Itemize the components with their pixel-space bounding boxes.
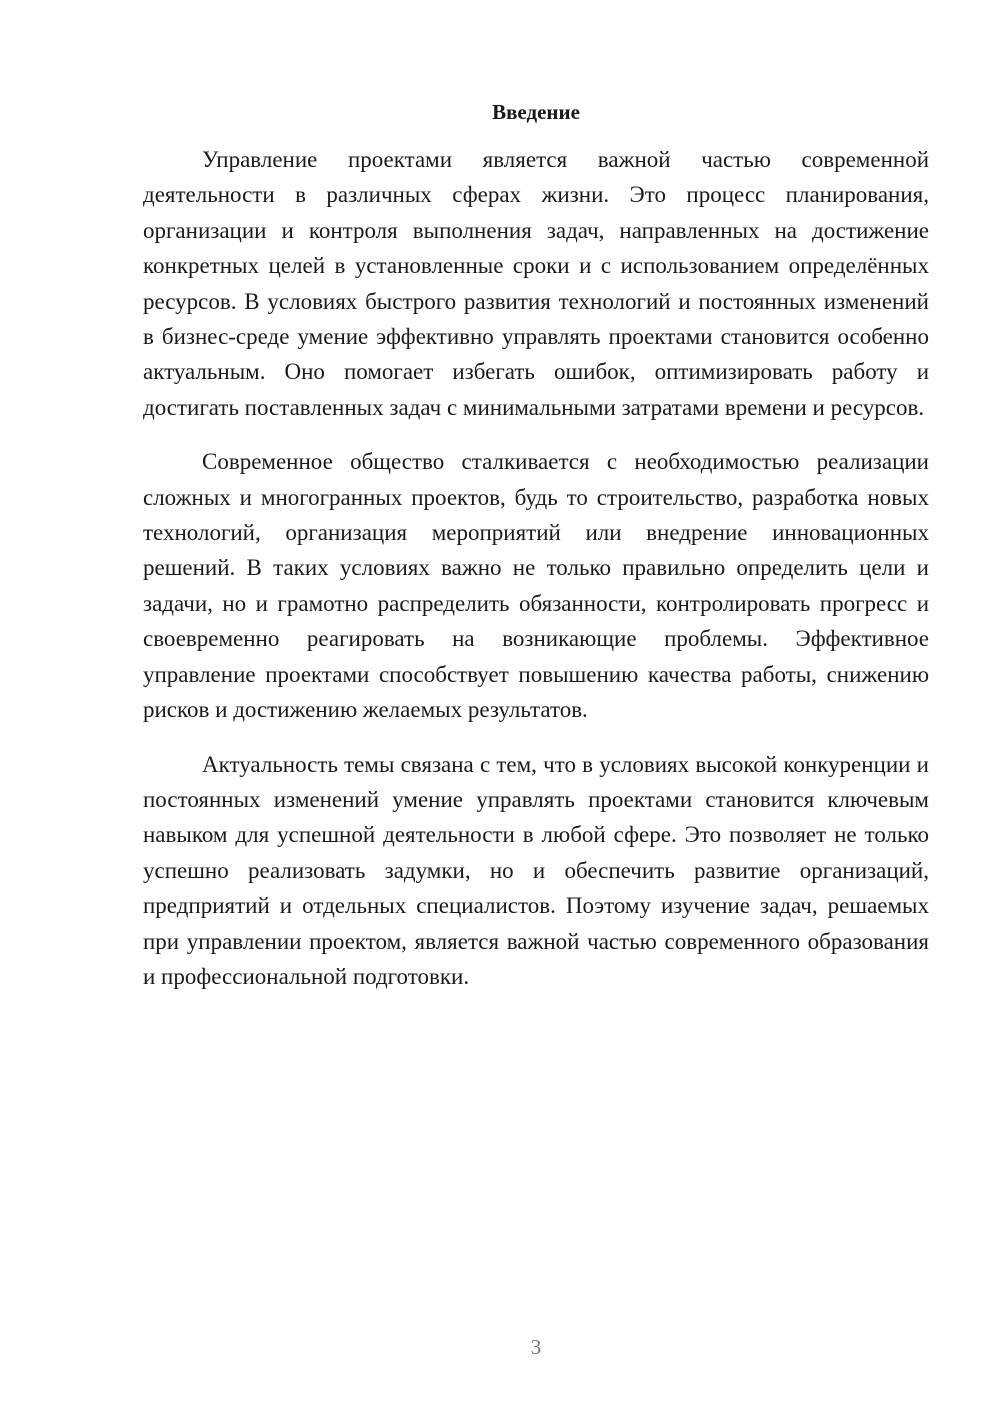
body-text: [143, 142, 929, 994]
paragraph-3: Актуальность темы связана с тем, что в условиях высокой конкуренции и постоянных изменений умение управлять проектами становится ключевым навыком для успешной деятельности в любой сфере. Это позволяет не только успешно реализовать задумки, но и обеспечить развитие организаций, предприятий и отдельных специалистов. Поэтому изучение задач, решаемых при управлении проектом, является важной частью современного образования и профессиональной подготовки.: [143, 751, 929, 989]
paragraph-2: Современное общество сталкивается с необходимостью реализации сложных и многогранных проектов, будь то строительство, разработка новых технологий, организация мероприятий или внедрение инновационных решений. В таких условиях важно не только правильно определить цели и задачи, но и грамотно распределить обязанности, контролировать прогресс и своевременно реагировать на возникающие проблемы. Эффективное управление проектами способствует повышению качества работы, снижению рисков и достижению желаемых результатов.: [143, 449, 929, 723]
paragraph-1: Управление проектами является важной частью современной деятельности в различных сферах жизни. Это процесс планирования, организации и контроля выполнения задач, направленных на достижение конкретных целей в установленные сроки и с использованием определённых ресурсов. В условиях быстрого развития технологий и постоянных изменений в бизнес-среде умение эффективно управлять проектами становится особенно актуальным. Оно помогает избегать ошибок, оптимизировать работу и достигать поставленных задач с минимальными затратами времени и ресурсов.: [143, 147, 929, 420]
page-number: 3: [530, 1335, 542, 1359]
section-heading: Введение: [492, 100, 580, 124]
